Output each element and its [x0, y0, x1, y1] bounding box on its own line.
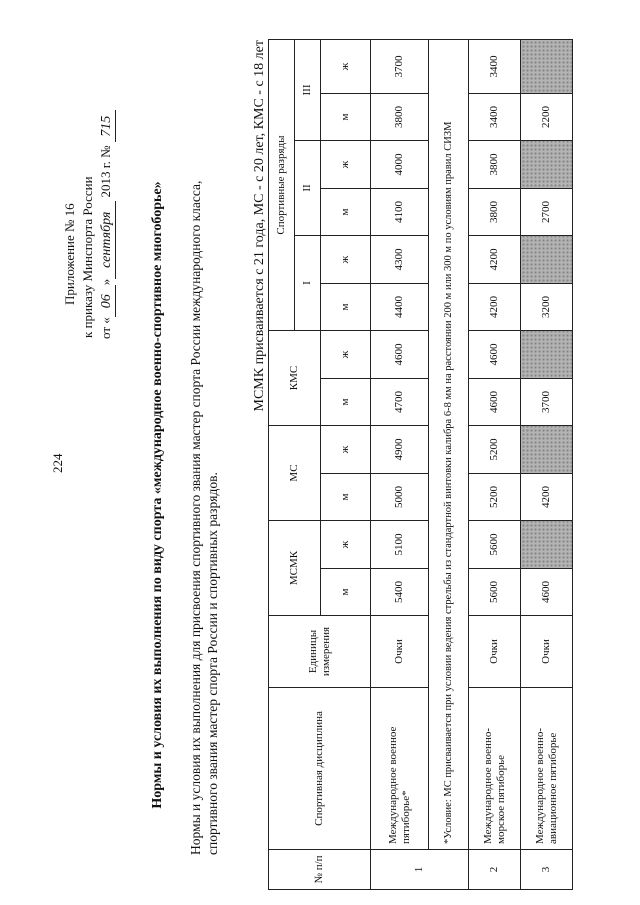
- value-cell: 4600: [521, 569, 573, 616]
- appendix-label: Приложение № 16: [62, 203, 77, 305]
- table-row: [469, 40, 521, 890]
- header-rank-3: III: [295, 40, 321, 141]
- value-cell: 4200: [469, 284, 521, 331]
- row-discipline: Международное военно-морское пятиборье: [469, 688, 521, 850]
- value-cell: 4300: [371, 236, 429, 284]
- header-msmk: МСМК: [269, 521, 321, 616]
- header-m: м: [321, 94, 371, 141]
- row-units: Очки: [521, 616, 573, 688]
- header-kms: КМС: [269, 331, 321, 426]
- row-discipline: Международное военно-авиационное пятиборье: [521, 688, 573, 850]
- value-cell: 4600: [469, 379, 521, 426]
- order-date-line: [98, 110, 116, 339]
- row-num: 1: [371, 850, 469, 890]
- value-cell: 5400: [371, 569, 429, 616]
- value-cell: 2700: [521, 189, 573, 236]
- order-number: 715: [99, 110, 116, 142]
- intro-paragraph: Нормы и условия их выполнения для присвоения спортивного звания мастер спорта России международного класса, спортивного звания мастер спорта России и спортивных разрядов.: [188, 180, 220, 855]
- value-cell: 2200: [521, 94, 573, 141]
- value-cell: 4200: [521, 474, 573, 521]
- value-cell: 4100: [371, 189, 429, 236]
- value-cell: 3800: [469, 189, 521, 236]
- header-rank-1: I: [295, 236, 321, 331]
- date-prefix: от «: [98, 317, 113, 339]
- shaded-cell: [521, 426, 573, 474]
- header-units: Единицы измерения: [269, 616, 371, 688]
- header-num: № п/п: [269, 850, 371, 890]
- header-m: м: [321, 569, 371, 616]
- shaded-cell: [521, 236, 573, 284]
- document-title: Нормы и условия их выполнения по виду спорта «международное военно-спортивное многоборье»: [150, 181, 165, 809]
- row-discipline: Международное военное пятиборье*: [371, 688, 429, 850]
- header-m: м: [321, 379, 371, 426]
- shaded-cell: [521, 331, 573, 379]
- date-day: 06: [99, 285, 116, 317]
- norms-table: [268, 39, 573, 890]
- table-row: [371, 40, 429, 890]
- value-cell: 5600: [469, 521, 521, 569]
- value-cell: 4600: [371, 331, 429, 379]
- value-cell: 4000: [371, 141, 429, 189]
- value-cell: 3700: [371, 40, 429, 94]
- header-rank-2: II: [295, 141, 321, 236]
- condition-note: *Условие: МС присваивается при условии ведения стрельбы из стандартной винтовки калибра 6-8 мм на расстоянии 200 м или 300 м по условиям правил СИЗМ: [429, 40, 469, 850]
- value-cell: 5000: [371, 474, 429, 521]
- value-cell: 4200: [469, 236, 521, 284]
- header-ms: МС: [269, 426, 321, 521]
- value-cell: 4900: [371, 426, 429, 474]
- header-zh: ж: [321, 426, 371, 474]
- header-discipline: Спортивная дисциплина: [269, 688, 371, 850]
- age-note: МСМК присваивается с 21 года, МС - с 20 лет, КМС - с 18 лет: [252, 40, 267, 412]
- row-num: 2: [469, 850, 521, 890]
- date-mid: »: [98, 278, 113, 286]
- value-cell: 3400: [469, 94, 521, 141]
- table-row: [521, 40, 573, 890]
- value-cell: 5200: [469, 474, 521, 521]
- value-cell: 3400: [469, 40, 521, 94]
- header-sport-ranks: Спортивные разряды: [269, 40, 295, 331]
- value-cell: 3700: [521, 379, 573, 426]
- value-cell: 5200: [469, 426, 521, 474]
- header-zh: ж: [321, 40, 371, 94]
- header-zh: ж: [321, 236, 371, 284]
- header-m: м: [321, 189, 371, 236]
- shaded-cell: [521, 521, 573, 569]
- header-zh: ж: [321, 141, 371, 189]
- header-zh: ж: [321, 521, 371, 569]
- value-cell: 5100: [371, 521, 429, 569]
- date-month: сентября: [99, 201, 116, 279]
- value-cell: 3800: [469, 141, 521, 189]
- shaded-cell: [521, 141, 573, 189]
- date-year-no: 2013 г. №: [98, 145, 113, 198]
- row-units: Очки: [371, 616, 429, 688]
- value-cell: 5600: [469, 569, 521, 616]
- value-cell: 3800: [371, 94, 429, 141]
- row-num: 3: [521, 850, 573, 890]
- order-line: к приказу Минспорта России: [80, 176, 95, 338]
- header-m: м: [321, 474, 371, 521]
- value-cell: 4400: [371, 284, 429, 331]
- header-zh: ж: [321, 331, 371, 379]
- shaded-cell: [521, 40, 573, 94]
- value-cell: 4700: [371, 379, 429, 426]
- value-cell: 4600: [469, 331, 521, 379]
- value-cell: 3200: [521, 284, 573, 331]
- page-number: 224: [50, 453, 65, 473]
- row-units: Очки: [469, 616, 521, 688]
- header-m: м: [321, 284, 371, 331]
